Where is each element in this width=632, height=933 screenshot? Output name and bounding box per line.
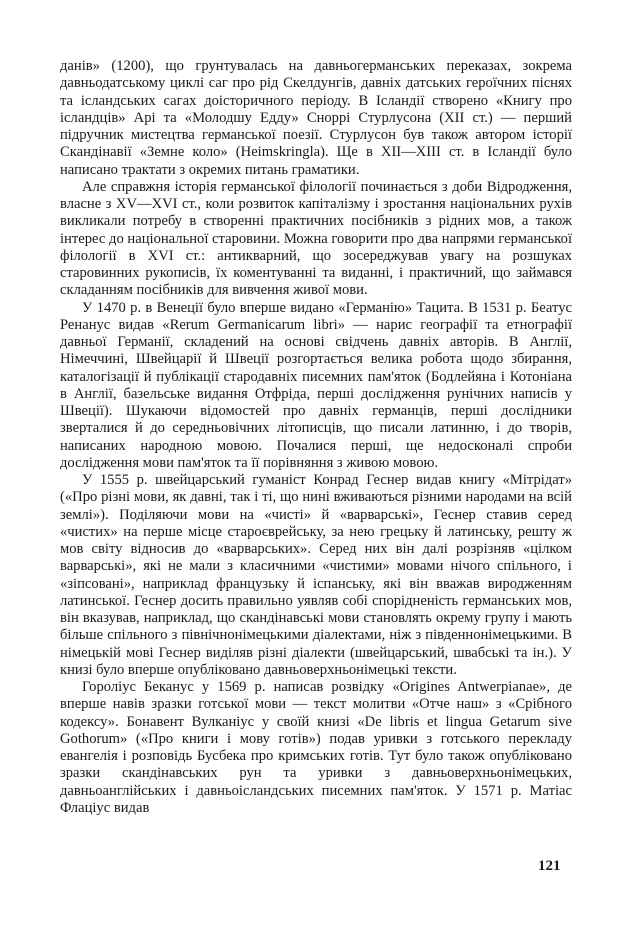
paragraph-2: Але справжня історія германської філології починається з доби Відродження, власне з XV—XVI ст., коли розвиток капіталізму і зростання національних рухів викликали потребу в створенні практичних посібників з рідних мов, а також інтерес до національної старовини. Можна говорити про два напрями германської філології в XVI ст.: антикварний, що зосереджував увагу на розшуках старовинних рукописів, їх коментуванні та виданні, і практичний, що займався складанням посібників для вивчення живої мови. (60, 178, 572, 299)
page-number: 121 (538, 858, 561, 874)
paragraph-3: У 1470 р. в Венеції було вперше видано «Германію» Тацита. В 1531 р. Беатус Ренанус видав «Rerum Germanicarum libri» — нарис географії та етнографії давньої Германії, складений на основі свідчень давніх авторів. В Англії, Німеччині, Швейцарії й Швеції розгортається велика робота щодо збирання, каталогізації й публікації стародавніх писемних пам'яток (Бодлейяна і Котоніана в Англії, базельське видання Отфріда, перші дослідження рунічних написів у Швеції). Шукаючи відомостей про давніх германців, перші дослідники зверталися й до середньовічних літописців, що писали латинню, і до творів, написаних народною мовою. Почалися перші, ще недосконалі спроби дослідження мови пам'яток та її порівняння з живою мовою. (60, 299, 572, 471)
paragraph-5: Гороліус Беканус у 1569 р. написав розвідку «Origines Antwerpianae», де вперше навів зразки готської мови — текст молитви «Отче наш» з «Срібного кодексу». Бонавент Вулканіус у своїй книзі «De libris et lingua Getarum sive Gothorum» («Про книги і мову готів») подав уривки з готського перекладу евангелія і розповідь Бусбека про кримських готів. Тут було також опубліковано зразки скандінавських рун та уривки з давньоверхньонімецьких, давньоанглійських і давньоісландських писемних пам'яток. У 1571 р. Матіас Флаціус видав (60, 679, 572, 816)
paragraph-4: У 1555 р. швейцарський гуманіст Конрад Геснер видав книгу «Мітрідат» («Про різні мови, як давні, так і ті, що нині вживаються різними народами на всій землі»). Поділяючи мови на «чисті» й «варварські», Геснер ставив серед «чистих» на перше місце староєврейську, за нею грецьку й латинську, решту ж мов світу відносив до «варварських». Серед них він далі розрізняв «цілком варварські», які не мали з класичними «чистими» мовами нічого спільного, і «зіпсовані», наприклад французьку й іспанську, які він вважав виродженням латинської. Геснер досить правильно уявляв собі спорідненість германських мов, він вказував, наприклад, що скандінавські мови становлять окрему групу і мають більше спільного з північнонімецькими діалектами, ніж з південнонімецькими. В німецькій мові Геснер виділяв різні діалекти (швейцарський, швабські та ін.). У книзі було вперше опубліковано давньоверхньонімецькі тексти. (60, 472, 572, 678)
page-body (60, 58, 572, 817)
paragraph-1: данів» (1200), що грунтувалась на давньогерманських переказах, зокрема давньодатському циклі саг про рід Скелдунгів, давніх датських героїчних піснях та ісландських сагах доісторичного періоду. В Ісландії створено «Книгу про ісландців» Арі та «Молодшу Едду» Сноррі Стурлусона (XII ст.) — перший підручник мистецтва германської поезії. Стурлусон був також автором історії Скандінавії «Земне коло» (Heimskringla). Ще в XII—XIII ст. в Ісландії було написано трактати з окремих питань граматики. (60, 58, 572, 178)
